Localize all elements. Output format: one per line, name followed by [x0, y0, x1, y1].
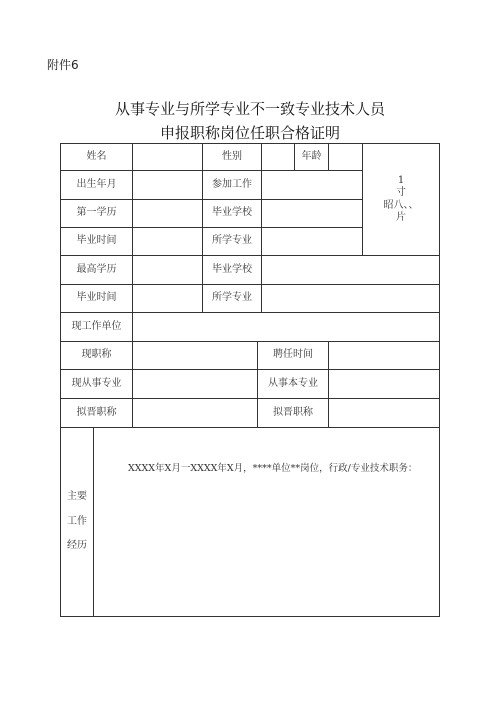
label-proposed-title-2: 拟晋职称 [257, 398, 329, 428]
field-grad-school-2[interactable] [261, 255, 440, 285]
field-years-in-major[interactable] [328, 369, 440, 399]
photo-label-3: 昭八、、 [383, 199, 419, 211]
field-grad-school-1[interactable] [261, 199, 363, 228]
field-appoint-time[interactable] [328, 341, 440, 370]
photo-label-2: 寸 [396, 187, 406, 198]
field-work-experience[interactable] [93, 427, 440, 617]
label-gender: 性别 [202, 143, 262, 171]
field-name[interactable] [132, 143, 203, 171]
field-highest-degree[interactable] [132, 255, 203, 285]
field-work-start[interactable] [261, 170, 363, 200]
label-grad-time-2: 毕业时间 [60, 284, 133, 313]
attachment-label: 附件6 [47, 58, 79, 72]
label-major-1: 所学专业 [202, 227, 262, 256]
label-proposed-title: 拟晋职称 [60, 398, 133, 428]
field-proposed-title[interactable] [132, 398, 258, 428]
field-current-unit[interactable] [132, 312, 440, 342]
label-major-2: 所学专业 [202, 284, 262, 313]
label-age: 年龄 [294, 143, 329, 171]
field-grad-time-1[interactable] [132, 227, 203, 256]
field-grad-time-2[interactable] [132, 284, 203, 313]
label-birth: 出生年月 [60, 170, 133, 200]
label-first-degree: 第一学历 [60, 199, 133, 228]
label-current-unit: 现工作单位 [60, 312, 133, 342]
label-work-start: 参加工作 [202, 170, 262, 200]
exp-label-3: 经历 [67, 540, 87, 552]
field-current-title[interactable] [132, 341, 258, 370]
form-title-line1: 从事专业与所学专业不一致专业技术人员 [114, 100, 385, 118]
field-birth[interactable] [132, 170, 203, 200]
label-name: 姓名 [60, 143, 133, 171]
field-age[interactable] [328, 143, 363, 171]
photo-label-4: 片 [396, 212, 406, 223]
exp-label-1: 主要 [67, 491, 87, 503]
field-major-2[interactable] [261, 284, 440, 313]
photo-box[interactable] [362, 143, 440, 256]
label-work-experience [60, 427, 94, 617]
label-grad-school-2: 毕业学校 [202, 255, 262, 285]
label-grad-time-1: 毕业时间 [60, 227, 133, 256]
field-first-degree[interactable] [132, 199, 203, 228]
label-highest-degree: 最高学历 [60, 255, 133, 285]
field-gender[interactable] [261, 143, 295, 171]
label-current-title: 现职称 [60, 341, 133, 370]
field-major-1[interactable] [261, 227, 363, 256]
label-appoint-time: 聘任时间 [257, 341, 329, 370]
label-years-in-major: 从事本专业 [257, 369, 329, 399]
label-current-major: 现从事专业 [60, 369, 133, 399]
exp-label-2: 工作 [67, 515, 87, 527]
field-current-major[interactable] [132, 369, 258, 399]
form-title-line2: 申报职称岗位任职合格证明 [159, 124, 340, 142]
photo-label-1: 1 [397, 174, 405, 186]
label-grad-school-1: 毕业学校 [202, 199, 262, 228]
field-proposed-title-2[interactable] [328, 398, 440, 428]
experience-template-text: XXXX年X月一XXXX年X月，****单位**岗位，行政/专业技术职务： [128, 463, 418, 474]
